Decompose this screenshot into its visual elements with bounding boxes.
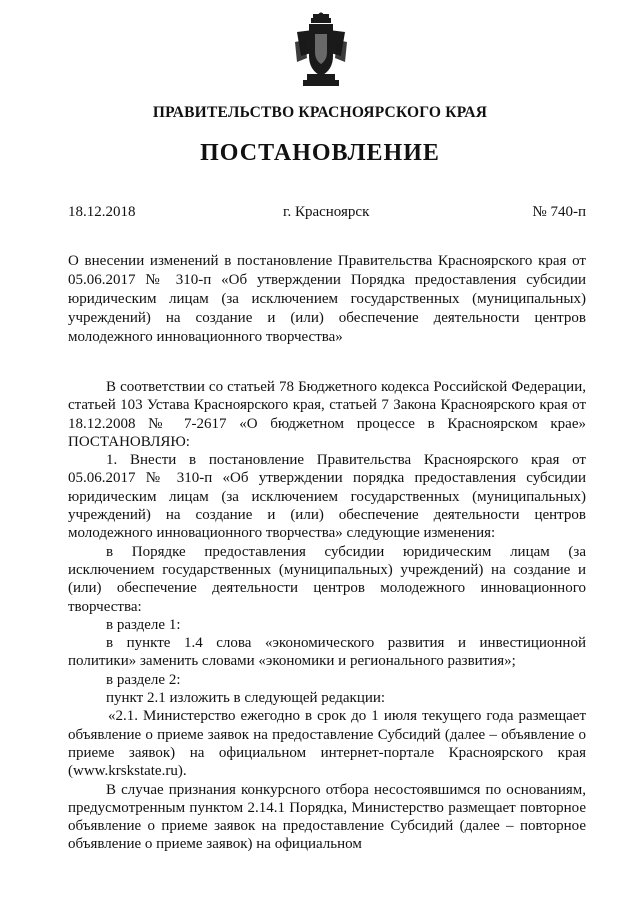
body-paragraph: пункт 2.1 изложить в следующей редакции: [106,690,386,707]
coat-of-arms-icon [293,12,349,88]
document-city: г. Красноярск [283,204,370,220]
document-type-heading: ПОСТАНОВЛЕНИЕ [200,140,440,166]
body-paragraph: в разделе 1: [106,616,181,633]
document-subject: О внесении изменений в постановление Правительства Красноярского края от 05.06.2017 № 310-п «Об утверждении Порядка предоставления субсидии юридическим лицам (за исключением государственных (муниципальных) учреждений) на создание и (или) обеспечение деятельности центров молодежного инновационного творчества» [68,253,586,345]
body-paragraph: в разделе 2: [106,671,181,688]
document-meta [68,204,586,224]
body-paragraph: 1. Внести в постановление Правительства Красноярского края от 05.06.2017 № 310-п «Об утверждении порядка предоставления субсидии юридическим лицам (за исключением государственных (муниципальных) учреждений) на создание и (или) обеспечение деятельности центров молодежного инновационного творчества» следующие изменения: [68,452,586,542]
body-paragraph: В случае признания конкурсного отбора несостоявшимся по основаниям, предусмотренным пунктом 2.14.1 Порядка, Министерство размещает повторное объявление о приеме заявок на предоставление Субсидий (далее – повторное объявление о приеме заявок) на официальном [68,781,586,853]
body-paragraph: «2.1. Министерство ежегодно в срок до 1 июля текущего года размещает объявление о приеме заявок на предоставление Субсидий (далее – объявление о приеме заявок) на официальном интернет-портале Красноярского края (www.krskstate.ru). [68,708,586,780]
body-paragraph: в Порядке предоставления субсидии юридическим лицам (за исключением государственных (муниципальных) учреждений) на создание и (или) обеспечение деятельности центров молодежного инновационного творчества: [68,543,586,615]
body-paragraph: В соответствии со статьей 78 Бюджетного кодекса Российской Федерации, статьей 103 Устава Красноярского края, статьей 7 Закона Красноярского края от 18.12.2008 № 7-2617 «О бюджетном процессе в Красноярском крае» ПОСТАНОВЛЯЮ: [68,379,586,450]
document-body [68,378,586,854]
document-number: № 740-п [532,204,586,220]
body-paragraph: в пункте 1.4 слова «экономического развития и инвестиционной политики» заменить словами «экономики и регионального развития»; [68,635,586,670]
document-date: 18.12.2018 [68,204,136,220]
government-title: ПРАВИТЕЛЬСТВО КРАСНОЯРСКОГО КРАЯ [152,104,488,121]
